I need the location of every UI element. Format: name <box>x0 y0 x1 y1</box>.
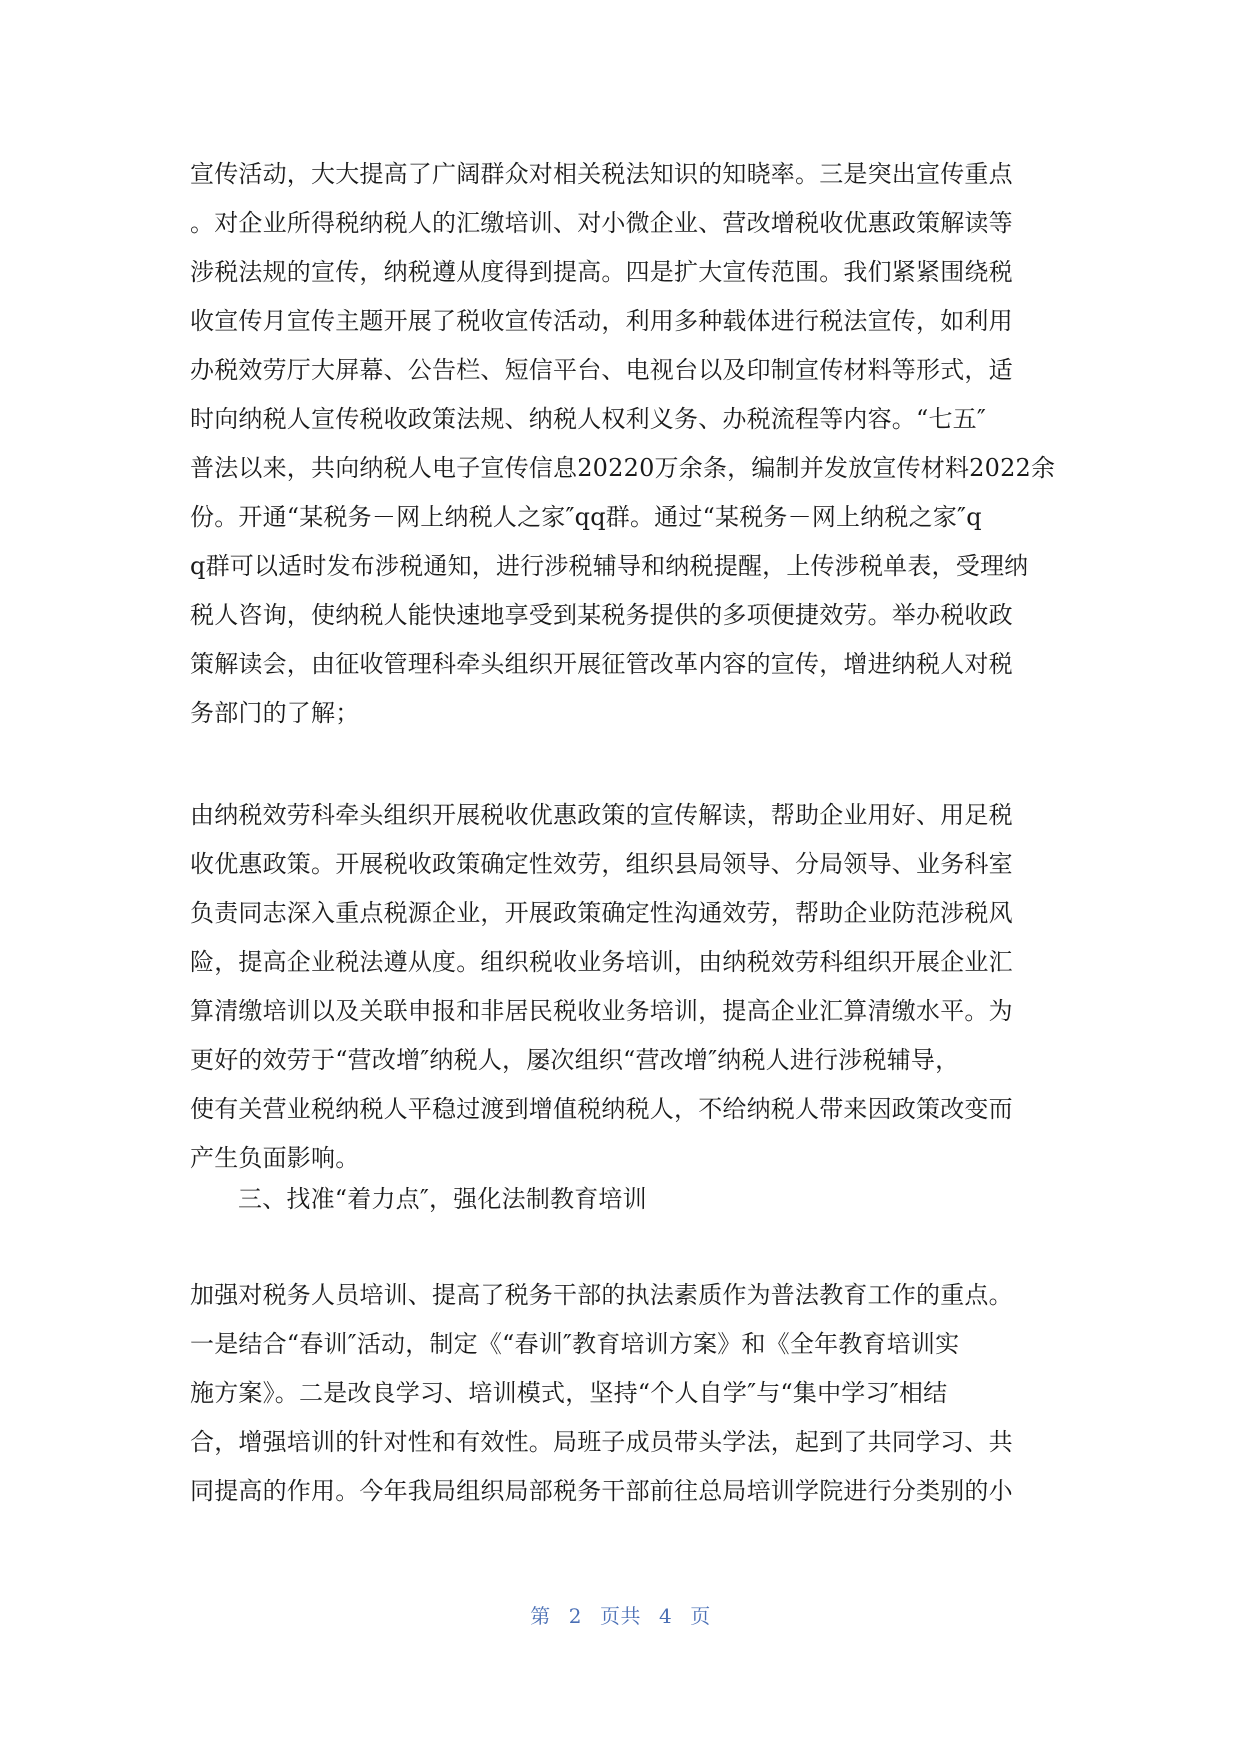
footer-word: 第 <box>530 1604 551 1628</box>
text-line: 收优惠政策。开展税收政策确定性效劳，组织县局领导、分局领导、业务科室 <box>190 850 1013 878</box>
text-line: 办税效劳厅大屏幕、公告栏、短信平台、电视台以及印制宣传材料等形式，适 <box>190 356 1013 384</box>
section-heading <box>238 1175 1098 1224</box>
text-line: 加强对税务人员培训、提高了税务干部的执法素质作为普法教育工作的重点。 <box>190 1281 1013 1309</box>
text-line: 。对企业所得税纳税人的汇缴培训、对小微企业、营改增税收优惠政策解读等 <box>190 209 1013 237</box>
paragraph-3 <box>190 1271 1050 1516</box>
total-pages-number: 4 <box>659 1604 673 1628</box>
text-line: 策解读会，由征收管理科牵头组织开展征管改革内容的宣传，增进纳税人对税 <box>190 650 1013 678</box>
text-line: 普法以来，共向纳税人电子宣传信息20220万余条，编制并发放宣传材料2022余 <box>190 454 1056 482</box>
footer-word: 页共 <box>600 1604 641 1628</box>
text-line: q群可以适时发布涉税通知，进行涉税辅导和纳税提醒，上传涉税单表，受理纳 <box>190 552 1029 580</box>
paragraph-2 <box>190 791 1050 1183</box>
text-line: 份。开通“某税务－网上纳税人之家″qq群。通过“某税务－网上纳税之家″q <box>190 503 982 531</box>
text-line: 同提高的作用。今年我局组织局部税务干部前往总局培训学院进行分类别的小 <box>190 1477 1013 1505</box>
text-line: 使有关营业税纳税人平稳过渡到增值税纳税人，不给纳税人带来因政策改变而 <box>190 1095 1013 1123</box>
section-heading-text: 三、找准“着力点″，强化法制教育培训 <box>238 1185 647 1213</box>
text-line: 负责同志深入重点税源企业，开展政策确定性沟通效劳，帮助企业防范涉税风 <box>190 899 1013 927</box>
text-line: 涉税法规的宣传，纳税遵从度得到提高。四是扩大宣传范围。我们紧紧围绕税 <box>190 258 1013 286</box>
text-line: 险，提高企业税法遵从度。组织税收业务培训，由纳税效劳科组织开展企业汇 <box>190 948 1013 976</box>
text-line: 一是结合“春训″活动，制定《“春训″教育培训方案》和《全年教育培训实 <box>190 1330 960 1358</box>
text-line: 税人咨询，使纳税人能快速地享受到某税务提供的多项便捷效劳。举办税收政 <box>190 601 1013 629</box>
text-line: 由纳税效劳科牵头组织开展税收优惠政策的宣传解读，帮助企业用好、用足税 <box>190 801 1013 829</box>
text-line: 算清缴培训以及关联申报和非居民税收业务培训，提高企业汇算清缴水平。为 <box>190 997 1013 1025</box>
text-line: 合，增强培训的针对性和有效性。局班子成员带头学法，起到了共同学习、共 <box>190 1428 1013 1456</box>
text-line: 务部门的了解； <box>190 699 360 727</box>
text-line: 更好的效劳于“营改增″纳税人，屡次组织“营改增″纳税人进行涉税辅导， <box>190 1046 960 1074</box>
page-footer <box>0 1600 1241 1629</box>
current-page-number: 2 <box>568 1604 582 1628</box>
text-line: 收宣传月宣传主题开展了税收宣传活动，利用多种载体进行税法宣传，如利用 <box>190 307 1013 335</box>
text-line: 产生负面影响。 <box>190 1144 360 1172</box>
text-line: 施方案》。二是改良学习、培训模式，坚持“个人自学″与“集中学习″相结 <box>190 1379 948 1407</box>
footer-word: 页 <box>690 1604 711 1628</box>
paragraph-1 <box>190 150 1056 738</box>
text-line: 时向纳税人宣传税收政策法规、纳税人权利义务、办税流程等内容。“七五″ <box>190 405 987 433</box>
text-line: 宣传活动，大大提高了广阔群众对相关税法知识的知晓率。三是突出宣传重点 <box>190 160 1013 188</box>
